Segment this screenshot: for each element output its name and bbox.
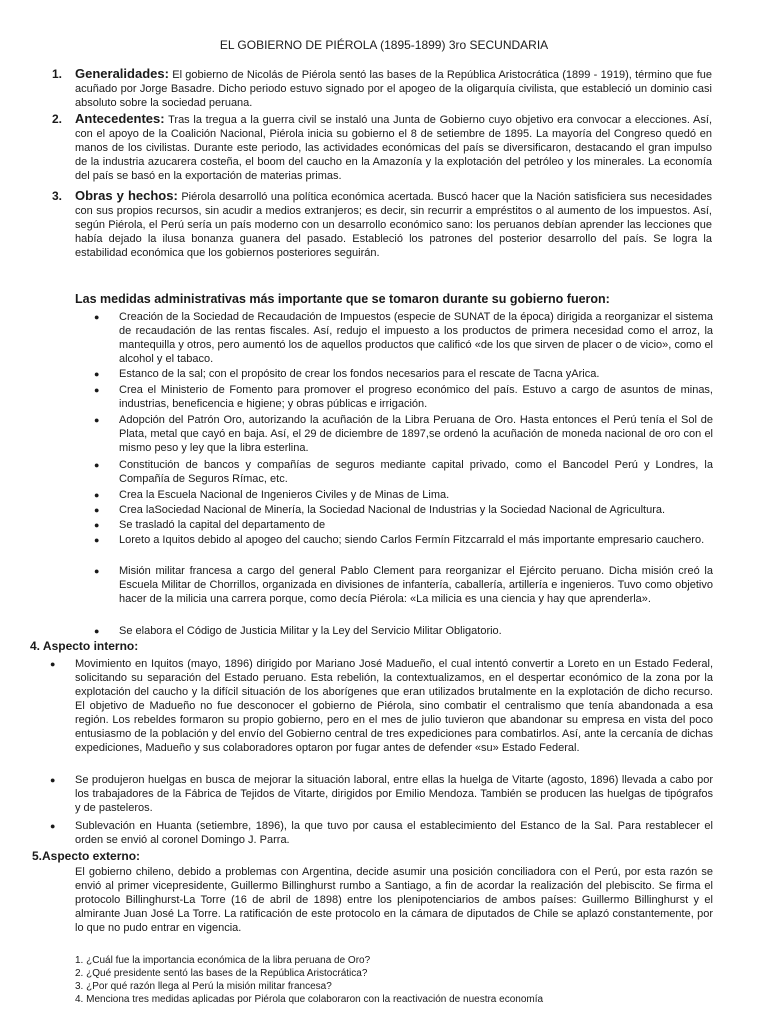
question-item: 3. ¿Por qué razón llega al Perú la misión militar francesa? — [75, 981, 332, 992]
list-item: Adopción del Patrón Oro, autorizando la acuñación de la Libra Peruana de Oro. Hasta entonces el Perú tenía el Sol de Plata, metal que cayó en baja. Así, el 29 de diciembre de 1897,se ordenó la acuñación de moneda nacional de oro con el mismo peso y ley que la libra esterlina. — [119, 414, 713, 454]
list-item: Se trasladó la capital del departamento de — [119, 519, 326, 531]
list-item: Crea la Escuela Nacional de Ingenieros Civiles y de Minas de Lima. — [119, 489, 450, 501]
section-heading: Antecedentes: — [75, 111, 165, 126]
list-item: Crea el Ministerio de Fomento para promover el progreso económico del país. Estuvo a cargo de asuntos de minas, industrias, beneficencia e higiene; y obras públicas e irrigación. — [119, 384, 713, 410]
section-text: Tras la tregua a la guerra civil se instaló una Junta de Gobierno cuyo objetivo era convocar a elecciones. Así, con el apoyo de la Coalición Nacional, Piérola inicia su gobierno el 8 de setiembre de 1895. La mayoría del Congreso quedó en manos de los civilistas. Durante este periodo, las actividades económicas del país se diversificaron, destacando el gran impulso de la industria azucarera costeña, el boom del caucho en la Amazonía y la explotación del petróleo y los minerales. La economía del país se basó en la exportación de materias primas. — [75, 114, 712, 182]
bullet-icon: ● — [94, 535, 100, 545]
bullet-icon: ● — [94, 520, 100, 530]
section-text: El gobierno de Nicolás de Piérola sentó las bases de la República Aristocrática (1899 - 1919), término que fue acuñado por Jorge Basadre. Dicho periodo estuvo signado por el apogeo de la oligarquía civilista, que estableció un dominio casi absoluto sobre la sociedad peruana. — [75, 69, 712, 109]
section-number: 2. — [52, 112, 63, 126]
section-heading: Obras y hechos: — [75, 188, 178, 203]
list-item: Constitución de bancos y compañías de seguros mediante capital privado, como el Bancodel Perú y Londres, la Compañía de Seguros Rímac, etc. — [119, 459, 713, 485]
list-item: Se produjeron huelgas en busca de mejorar la situación laboral, entre ellas la huelga de Vitarte (agosto, 1896) llevada a cabo por los trabajadores de la Fábrica de Tejidos de Vitarte, dirigidos por Emilio Mendoza. También se producen las huelgas de tipógrafos y de pasteleros. — [75, 774, 713, 814]
section-number: 3. — [52, 189, 63, 203]
section-number: 1. — [52, 67, 63, 81]
bullet-icon: ● — [50, 821, 56, 831]
bullet-icon: ● — [94, 385, 100, 395]
bullet-icon: ● — [94, 415, 100, 425]
bullet-icon: ● — [94, 505, 100, 515]
list-item: Sublevación en Huanta (setiembre, 1896), la que tuvo por causa el establecimiento del Estanco de la Sal. Para restablecer el orden se envió al coronel Domingo J. Parra. — [75, 820, 713, 846]
question-item: 1. ¿Cuál fue la importancia económica de la libra peruana de Oro? — [75, 955, 371, 966]
bullet-icon: ● — [94, 369, 100, 379]
external-heading: 5.Aspecto externo: — [32, 849, 141, 863]
list-item: Misión militar francesa a cargo del general Pablo Clement para reorganizar el Ejército peruano. Dicha misión creó la Escuela Militar de Chorrillos, organizada en divisiones de infantería, caballería, artillería e ingenieros. Tuvo como objetivo hacer de la milicia una carrera porque, como decía Piérola: «La milicia es una ciencia y hay que aprenderla». — [119, 565, 713, 605]
section-text: Piérola desarrolló una política económica acertada. Buscó hacer que la Nación satisficiera sus necesidades con sus propios recursos, sin acudir a medios extranjeros; es decir, sin recurrir a empréstitos o al aumento de los impuestos. Así, según Piérola, el Perú sería un país moderno con un desarrollo económico sano: los peruanos debían aprender las lecciones que había dejado la ilusa bonanza guanera del pasado. Estableció los patrones del posterior desarrollo del país. Se logra la estabilidad económica que los gobiernos posteriores seguirán. — [75, 191, 712, 259]
section-heading: Generalidades: — [75, 66, 169, 81]
internal-heading: 4. Aspecto interno: — [30, 639, 139, 653]
bullet-icon: ● — [94, 626, 100, 636]
bullet-icon: ● — [94, 490, 100, 500]
external-text: El gobierno chileno, debido a problemas con Argentina, decide asumir una posición conciliadora con el Perú, por esta razón se envió al primer vicepresidente, Guillermo Billinghurst rumbo a Santiago, a fin de acordar la realización del plebiscito. Se firma el protocolo Billinghurst-La Torre (16 de abril de 1898) entre los plenipotenciarios de ambos países: Guillermo Billinghurst y el almirante Juan José La Torre. La ratificación de este protocolo en la cámara de diputados de Chile se aplazó constantemente, por lo que no pudo entrar en vigencia. — [75, 866, 713, 934]
bullet-icon: ● — [94, 460, 100, 470]
list-item: Se elabora el Código de Justicia Militar y la Ley del Servicio Militar Obligatorio. — [119, 625, 502, 637]
section-antecedentes — [75, 112, 712, 183]
measures-heading: Las medidas administrativas más importante que se tomaron durante su gobierno fueron: — [75, 292, 610, 306]
bullet-icon: ● — [94, 566, 100, 576]
list-item: Movimiento en Iquitos (mayo, 1896) dirigido por Mariano José Madueño, el cual intentó convertir a Loreto en un Estado Federal, solicitando su separación del Estado peruano. Esta rebelión, la contextualizamos, en el despertar económico de la zona por la explotación del caucho y la difícil situación de los aborígenes que eran utilizados brutalmente en la explotación de dicho recurso. El objetivo de Madueño no fue desconocer el gobierno de Piérola, sino combatir el centralismo que tenía abandonada a esa región. Los rebeldes formaron su propio gobierno, pero en el mes de julio tuvieron que abandonar su empresa en vista del poco entusiasmo de la población y del envío del Gobierno central de tres expediciones para combatirlos. Así, ante la cercanía de dichas expediciones, Madueño y sus colaboradores optaron por fugar antes de defender «su» Estado Federal. — [75, 658, 713, 754]
question-item: 4. Menciona tres medidas aplicadas por Piérola que colaboraron con la reactivación de nuestra economía — [75, 994, 544, 1005]
list-item: Crea laSociedad Nacional de Minería, la Sociedad Nacional de Industrias y la Sociedad Nacional de Agricultura. — [119, 504, 666, 516]
page-title: EL GOBIERNO DE PIÉROLA (1895-1899) 3ro SECUNDARIA — [219, 38, 549, 52]
section-generalidades — [75, 67, 712, 110]
section-obras — [75, 189, 712, 260]
bullet-icon: ● — [50, 659, 56, 669]
list-item: Estanco de la sal; con el propósito de crear los fondos necesarios para el rescate de Tacna yArica. — [119, 368, 600, 380]
list-item: Loreto a Iquitos debido al apogeo del caucho; siendo Carlos Fermín Fitzcarrald el más importante empresario cauchero. — [119, 534, 705, 546]
bullet-icon: ● — [50, 775, 56, 785]
bullet-icon: ● — [94, 312, 100, 322]
list-item: Creación de la Sociedad de Recaudación de Impuestos (especie de SUNAT de la época) dirigida a reorganizar el sistema de recaudación de las rentas fiscales. Así, redujo el impuesto a los productos de primera necesidad como el arroz, la mantequilla y otros, pero aumentó los de aquellos productos que calificó «de los que sirven de placer o de vicio», como el alcohol y el tabaco. — [119, 311, 713, 365]
question-item: 2. ¿Qué presidente sentó las bases de la República Aristocrática? — [75, 968, 368, 979]
